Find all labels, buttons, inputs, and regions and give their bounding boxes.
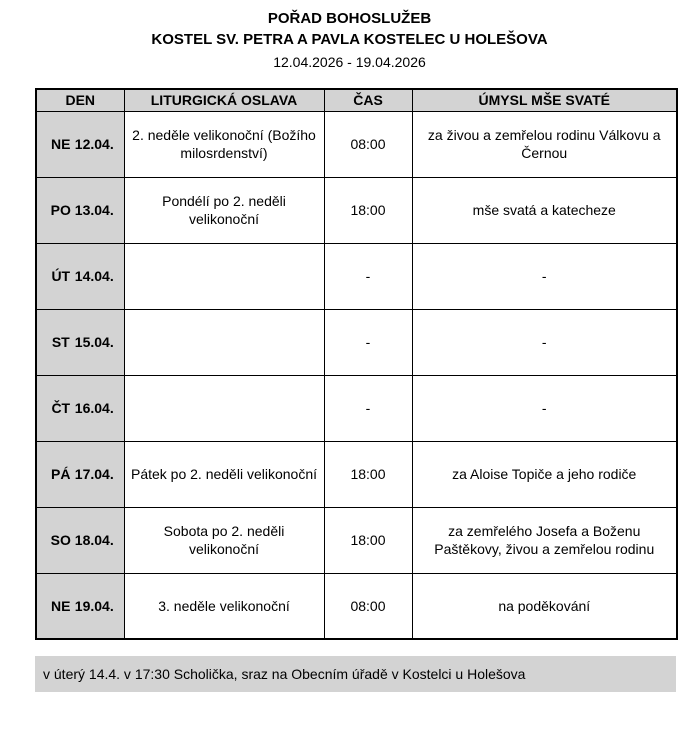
intention-cell: - (412, 243, 677, 309)
day-date: 12.04. (74, 135, 114, 152)
day-abbr: ÚT (51, 267, 71, 284)
time-cell: 18:00 (324, 177, 412, 243)
day-cell (36, 243, 124, 309)
day-cell (36, 573, 124, 639)
celebration-cell (124, 375, 324, 441)
celebration-cell (124, 243, 324, 309)
day-abbr: SO (50, 531, 71, 548)
day-cell (36, 111, 124, 177)
table-row (36, 573, 677, 639)
day-abbr: NE (51, 597, 71, 614)
intention-cell: - (412, 375, 677, 441)
day-date: 16.04. (74, 399, 114, 416)
time-cell: 18:00 (324, 507, 412, 573)
day-abbr: PÁ (51, 465, 71, 482)
announcement-note: v úterý 14.4. v 17:30 Scholička, sraz na Obecním úřadě v Kostelci u Holešova (35, 656, 676, 692)
document-header (0, 0, 699, 70)
time-cell: 08:00 (324, 111, 412, 177)
day-date: 19.04. (74, 597, 114, 614)
schedule-table (35, 88, 678, 640)
time-cell: 08:00 (324, 573, 412, 639)
day-cell (36, 507, 124, 573)
celebration-cell: 2. neděle velikonoční (Božího milosrdenství) (124, 111, 324, 177)
day-abbr: ČT (51, 399, 71, 416)
day-cell (36, 177, 124, 243)
celebration-cell (124, 309, 324, 375)
day-date: 15.04. (74, 333, 114, 350)
celebration-cell: 3. neděle velikonoční (124, 573, 324, 639)
table-header-row (36, 89, 677, 111)
intention-cell: za živou a zemřelou rodinu Válkovu a Černou (412, 111, 677, 177)
day-date: 13.04. (74, 201, 114, 218)
celebration-cell: Pondélí po 2. neděli velikonoční (124, 177, 324, 243)
time-cell: 18:00 (324, 441, 412, 507)
time-cell: - (324, 243, 412, 309)
column-header-umysl: ÚMYSL MŠE SVATÉ (412, 89, 677, 111)
day-cell (36, 441, 124, 507)
intention-cell: na poděkování (412, 573, 677, 639)
table-row (36, 309, 677, 375)
table-row (36, 177, 677, 243)
intention-cell: mše svatá a katecheze (412, 177, 677, 243)
day-abbr: PO (50, 201, 71, 218)
day-cell (36, 309, 124, 375)
day-cell (36, 375, 124, 441)
table-row (36, 441, 677, 507)
column-header-den: DEN (36, 89, 124, 111)
table-row (36, 507, 677, 573)
church-name: KOSTEL SV. PETRA A PAVLA KOSTELEC U HOLEŠOVA (151, 31, 548, 48)
intention-cell: - (412, 309, 677, 375)
table-row (36, 375, 677, 441)
day-date: 17.04. (74, 465, 114, 482)
page-title: POŘAD BOHOSLUŽEB (267, 10, 432, 27)
date-range: 12.04.2026 - 19.04.2026 (273, 54, 426, 70)
column-header-oslava: LITURGICKÁ OSLAVA (124, 89, 324, 111)
intention-cell: za zemřelého Josefa a Boženu Paštěkovy, živou a zemřelou rodinu (412, 507, 677, 573)
intention-cell: za Aloise Topiče a jeho rodiče (412, 441, 677, 507)
day-date: 18.04. (74, 531, 114, 548)
table-row (36, 243, 677, 309)
column-header-cas: ČAS (324, 89, 412, 111)
day-abbr: NE (51, 135, 71, 152)
day-date: 14.04. (74, 267, 114, 284)
celebration-cell: Pátek po 2. neděli velikonoční (124, 441, 324, 507)
day-abbr: ST (51, 333, 70, 350)
table-row (36, 111, 677, 177)
celebration-cell: Sobota po 2. neděli velikonoční (124, 507, 324, 573)
time-cell: - (324, 375, 412, 441)
time-cell: - (324, 309, 412, 375)
